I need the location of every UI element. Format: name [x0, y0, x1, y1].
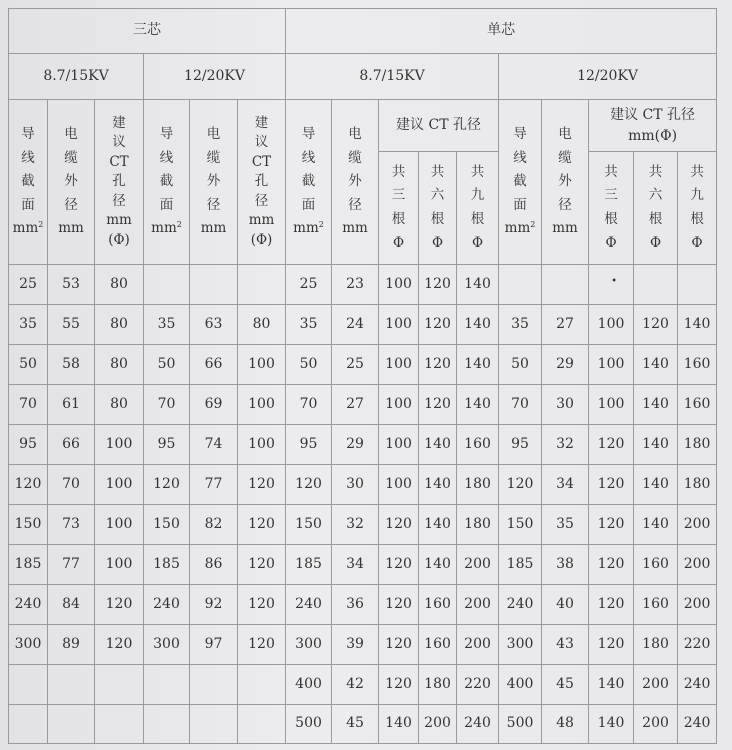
table-cell: 200: [457, 585, 499, 625]
table-cell: 200: [457, 545, 499, 585]
table-cell: 77: [48, 545, 95, 585]
table-cell: 100: [95, 465, 144, 505]
table-cell: 70: [499, 385, 542, 425]
table-cell: 120: [238, 505, 286, 545]
table-cell: 100: [379, 465, 419, 505]
table-cell: 66: [48, 425, 95, 465]
table-cell: 240: [678, 665, 717, 705]
table-cell: 74: [190, 425, 238, 465]
table-cell: 35: [9, 305, 48, 345]
table-cell: 300: [144, 625, 190, 665]
table-cell: 50: [499, 345, 542, 385]
table-cell: 92: [190, 585, 238, 625]
table-cell: 50: [144, 345, 190, 385]
table-cell: 100: [589, 305, 634, 345]
table-cell: 100: [379, 385, 419, 425]
table-cell: 300: [499, 625, 542, 665]
table-row: [9, 385, 717, 425]
table-cell: [95, 705, 144, 744]
table-cell: 50: [286, 345, 332, 385]
table-cell: 185: [499, 545, 542, 585]
table-cell: 30: [332, 465, 379, 505]
table-cell: 100: [379, 345, 419, 385]
table-cell: [634, 265, 678, 305]
table-cell: 34: [332, 545, 379, 585]
table-cell: 35: [542, 505, 589, 545]
table-cell: [9, 665, 48, 705]
ct-bore-header: 建议 CT 孔径: [379, 100, 499, 152]
table-row: [9, 265, 717, 305]
table-cell: [589, 265, 634, 305]
table-row: [9, 425, 717, 465]
table-cell: 180: [634, 625, 678, 665]
table-cell: 500: [499, 705, 542, 744]
table-cell: 100: [95, 545, 144, 585]
table-cell: 150: [144, 505, 190, 545]
table-cell: 220: [678, 625, 717, 665]
table-cell: 120: [419, 305, 457, 345]
table-cell: 27: [542, 305, 589, 345]
table-cell: 120: [9, 465, 48, 505]
table-cell: 35: [144, 305, 190, 345]
col-six-pcs: 共 六 根 Φ: [419, 152, 457, 265]
table-cell: 39: [332, 625, 379, 665]
col-ct-bore: 建 议 CT 孔 径 mm (Φ): [95, 100, 144, 265]
table-cell: 25: [9, 265, 48, 305]
single-core-header: 单芯: [286, 9, 717, 54]
table-cell: 25: [286, 265, 332, 305]
table-cell: 200: [678, 545, 717, 585]
table-cell: 69: [190, 385, 238, 425]
table-cell: 120: [589, 545, 634, 585]
table-cell: 73: [48, 505, 95, 545]
table-cell: 240: [457, 705, 499, 744]
table-cell: 100: [379, 265, 419, 305]
table-cell: 95: [286, 425, 332, 465]
table-cell: [48, 665, 95, 705]
col-nine-pcs: 共 九 根 Φ: [457, 152, 499, 265]
col-three-pcs: 共 三 根 Φ: [589, 152, 634, 265]
table-cell: [144, 265, 190, 305]
table-cell: 95: [144, 425, 190, 465]
table-cell: 140: [634, 385, 678, 425]
table-cell: 100: [238, 345, 286, 385]
col-ct-bore: 建 议 CT 孔 径 mm (Φ): [238, 100, 286, 265]
table-cell: 45: [542, 665, 589, 705]
table-cell: 100: [379, 305, 419, 345]
table-cell: 120: [238, 625, 286, 665]
table-cell: [542, 265, 589, 305]
table-cell: 38: [542, 545, 589, 585]
table-cell: 36: [332, 585, 379, 625]
col-conductor-section: 导 线 截 面 $mm^2$: [286, 100, 332, 265]
table-cell: 77: [190, 465, 238, 505]
table-cell: 160: [634, 545, 678, 585]
table-cell: 140: [419, 465, 457, 505]
table-cell: [190, 665, 238, 705]
table-cell: 160: [419, 625, 457, 665]
table-cell: 24: [332, 305, 379, 345]
table-cell: 180: [457, 505, 499, 545]
col-three-pcs: 共 三 根 Φ: [379, 152, 419, 265]
table-cell: 200: [678, 585, 717, 625]
table-cell: 53: [48, 265, 95, 305]
table-cell: 140: [419, 425, 457, 465]
table-cell: 80: [238, 305, 286, 345]
table-cell: 160: [419, 585, 457, 625]
col-cable-od: 电 缆 外 径 mm: [542, 100, 589, 265]
table-cell: 180: [457, 465, 499, 505]
table-cell: 180: [678, 425, 717, 465]
table-cell: 200: [419, 705, 457, 744]
table-row: [9, 505, 717, 545]
col-conductor-section: 导 线 截 面 $mm^2$: [144, 100, 190, 265]
table-cell: 27: [332, 385, 379, 425]
table-cell: 120: [379, 505, 419, 545]
table-cell: 34: [542, 465, 589, 505]
table-cell: 100: [589, 345, 634, 385]
table-cell: 55: [48, 305, 95, 345]
table-cell: 80: [95, 345, 144, 385]
table-row: [9, 625, 717, 665]
table-cell: 80: [95, 385, 144, 425]
table-cell: 23: [332, 265, 379, 305]
table-cell: 300: [9, 625, 48, 665]
table-cell: 120: [238, 585, 286, 625]
table-cell: 95: [9, 425, 48, 465]
table-cell: 48: [542, 705, 589, 744]
table-cell: 86: [190, 545, 238, 585]
table-cell: 120: [286, 465, 332, 505]
table-cell: 150: [9, 505, 48, 545]
table-row: [9, 585, 717, 625]
table-cell: [238, 265, 286, 305]
table-cell: 42: [332, 665, 379, 705]
table-cell: 95: [499, 425, 542, 465]
table-cell: 240: [144, 585, 190, 625]
table-cell: 66: [190, 345, 238, 385]
table-cell: 120: [95, 585, 144, 625]
table-cell: 140: [589, 705, 634, 744]
table-cell: 120: [419, 265, 457, 305]
table-cell: 25: [332, 345, 379, 385]
table-cell: 140: [419, 545, 457, 585]
table-cell: 29: [332, 425, 379, 465]
table-cell: 100: [238, 425, 286, 465]
table-cell: [678, 265, 717, 305]
table-cell: 120: [95, 625, 144, 665]
table-cell: 100: [238, 385, 286, 425]
table-cell: 160: [678, 385, 717, 425]
table-cell: 120: [379, 545, 419, 585]
table-cell: 43: [542, 625, 589, 665]
col-cable-od: 电 缆 外 径 mm: [190, 100, 238, 265]
table-cell: 97: [190, 625, 238, 665]
table-cell: 240: [678, 705, 717, 744]
table-cell: 120: [379, 665, 419, 705]
col-conductor-section: 导 线 截 面 $mm^2$: [9, 100, 48, 265]
table-cell: 220: [457, 665, 499, 705]
col-conductor-section: 导 线 截 面 $mm^2$: [499, 100, 542, 265]
table-cell: [190, 705, 238, 744]
stray-mark: •: [611, 275, 617, 287]
table-cell: 89: [48, 625, 95, 665]
table-cell: 100: [589, 385, 634, 425]
table-cell: 140: [634, 425, 678, 465]
table-cell: 140: [379, 705, 419, 744]
table-cell: 100: [379, 425, 419, 465]
table-cell: 35: [286, 305, 332, 345]
table-cell: [95, 665, 144, 705]
table-row: [9, 305, 717, 345]
table-cell: 100: [95, 425, 144, 465]
table-cell: 30: [542, 385, 589, 425]
table-cell: 140: [589, 665, 634, 705]
table-cell: 120: [419, 385, 457, 425]
single-core-8-7-15kv: 8.7/15KV: [286, 54, 499, 100]
table-row: [9, 465, 717, 505]
table-cell: 32: [542, 425, 589, 465]
col-nine-pcs: 共 九 根 Φ: [678, 152, 717, 265]
table-cell: 180: [419, 665, 457, 705]
table-cell: 61: [48, 385, 95, 425]
table-cell: 160: [678, 345, 717, 385]
table-cell: 140: [457, 305, 499, 345]
table-row: [9, 345, 717, 385]
three-core-12-20kv: 12/20KV: [144, 54, 286, 100]
table-cell: 300: [286, 625, 332, 665]
table-cell: 185: [144, 545, 190, 585]
table-cell: 160: [457, 425, 499, 465]
table-cell: 50: [9, 345, 48, 385]
table-cell: [238, 665, 286, 705]
table-body: [9, 265, 717, 744]
table-cell: 120: [634, 305, 678, 345]
table-cell: 120: [589, 585, 634, 625]
table-row: [9, 705, 717, 744]
table-cell: 80: [95, 305, 144, 345]
single-core-12-20kv: 12/20KV: [499, 54, 717, 100]
table-cell: [9, 705, 48, 744]
table-cell: 150: [286, 505, 332, 545]
table-cell: 200: [634, 665, 678, 705]
table-cell: 120: [144, 465, 190, 505]
table-cell: 160: [634, 585, 678, 625]
table-cell: 100: [95, 505, 144, 545]
table-row: [9, 665, 717, 705]
table-cell: 140: [634, 465, 678, 505]
table-cell: [144, 705, 190, 744]
table-cell: 120: [589, 425, 634, 465]
table-cell: 180: [678, 465, 717, 505]
table-cell: 35: [499, 305, 542, 345]
table-cell: 140: [419, 505, 457, 545]
col-cable-od: 电 缆 外 径 mm: [48, 100, 95, 265]
table-cell: 120: [589, 465, 634, 505]
col-cable-od: 电 缆 外 径 mm: [332, 100, 379, 265]
table-cell: 140: [457, 345, 499, 385]
table-cell: 70: [9, 385, 48, 425]
table-cell: 120: [379, 625, 419, 665]
ct-bore-header: 建议 CT 孔径 mm(Φ): [589, 100, 717, 152]
table-cell: 120: [499, 465, 542, 505]
table-cell: [144, 665, 190, 705]
table-cell: 32: [332, 505, 379, 545]
table-cell: 82: [190, 505, 238, 545]
table-cell: 200: [634, 705, 678, 744]
table-cell: 63: [190, 305, 238, 345]
cable-ct-table: [8, 8, 717, 744]
table-cell: 400: [286, 665, 332, 705]
table-cell: [190, 265, 238, 305]
table-row: [9, 545, 717, 585]
table-cell: 80: [95, 265, 144, 305]
table-cell: 140: [457, 265, 499, 305]
table-cell: 29: [542, 345, 589, 385]
table-cell: 120: [589, 625, 634, 665]
table-cell: 120: [379, 585, 419, 625]
table-cell: 70: [48, 465, 95, 505]
table-cell: 140: [634, 345, 678, 385]
table-cell: 120: [419, 345, 457, 385]
table-cell: 200: [457, 625, 499, 665]
table-cell: 140: [678, 305, 717, 345]
table-cell: 40: [542, 585, 589, 625]
table-cell: 240: [286, 585, 332, 625]
table-cell: 500: [286, 705, 332, 744]
table-cell: 58: [48, 345, 95, 385]
table-cell: 185: [9, 545, 48, 585]
table-cell: 84: [48, 585, 95, 625]
table-cell: 200: [678, 505, 717, 545]
col-six-pcs: 共 六 根 Φ: [634, 152, 678, 265]
three-core-header: 三芯: [9, 9, 286, 54]
table-cell: 140: [457, 385, 499, 425]
table-cell: [499, 265, 542, 305]
three-core-8-7-15kv: 8.7/15KV: [9, 54, 144, 100]
table-cell: 150: [499, 505, 542, 545]
table-cell: 400: [499, 665, 542, 705]
table-cell: [238, 705, 286, 744]
table-cell: 185: [286, 545, 332, 585]
table-cell: 120: [238, 545, 286, 585]
table-cell: 240: [499, 585, 542, 625]
table-cell: 120: [589, 505, 634, 545]
table-cell: 140: [634, 505, 678, 545]
table-cell: [48, 705, 95, 744]
table-cell: 45: [332, 705, 379, 744]
table-cell: 240: [9, 585, 48, 625]
table-cell: 120: [238, 465, 286, 505]
table-cell: 70: [144, 385, 190, 425]
table-cell: 70: [286, 385, 332, 425]
